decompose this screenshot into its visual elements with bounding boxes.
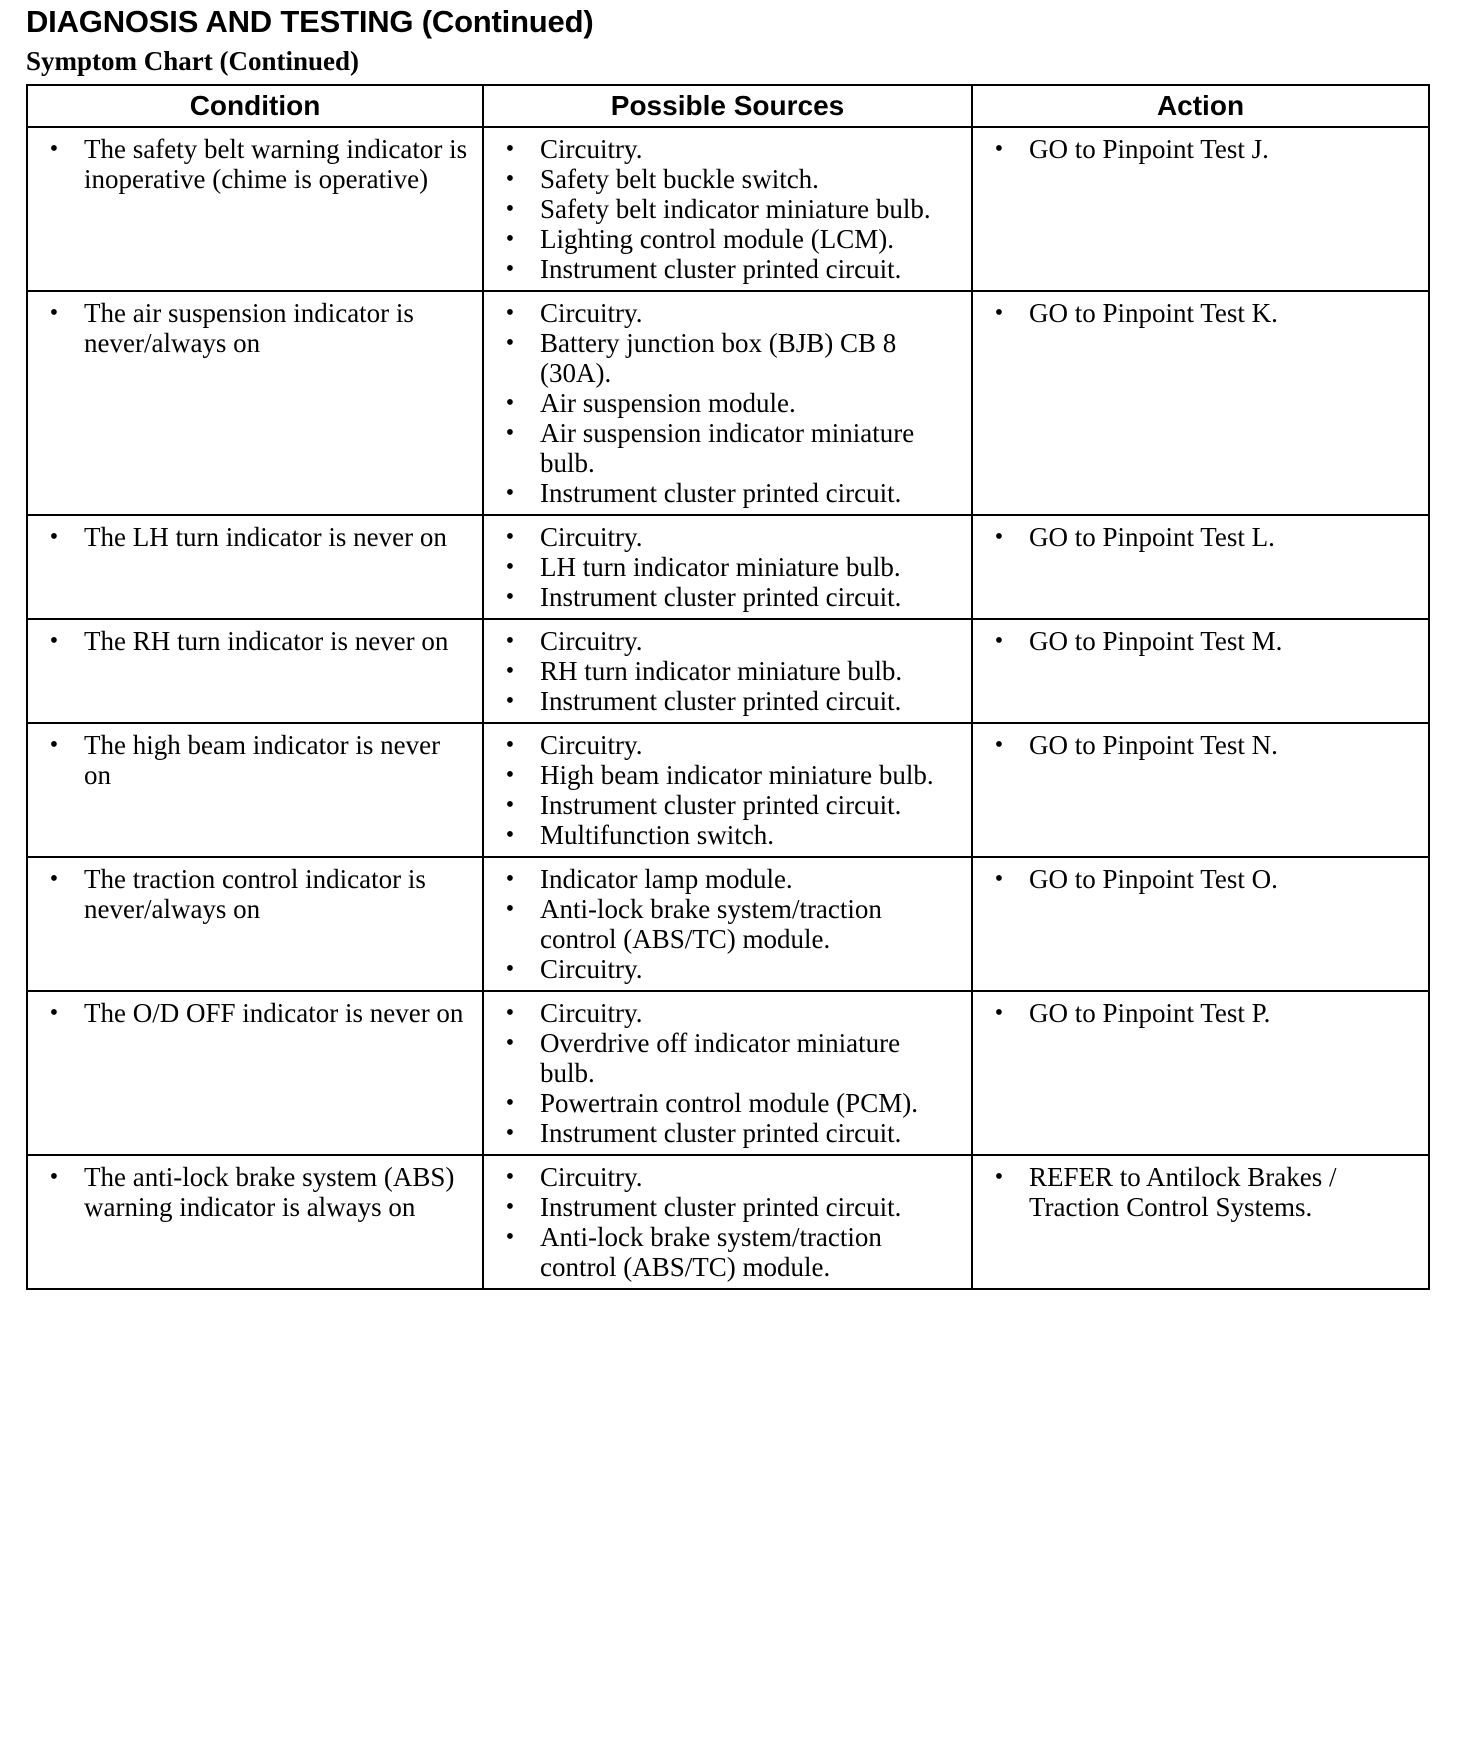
- bullet-icon: •: [994, 732, 1004, 758]
- bullet-icon: •: [505, 1164, 515, 1190]
- source-item-text: Safety belt indicator miniature bulb.: [540, 194, 931, 224]
- condition-cell: [27, 515, 483, 619]
- possible-sources-cell: [483, 991, 972, 1155]
- source-item: [500, 254, 961, 284]
- source-item: [500, 194, 961, 224]
- bullet-icon: •: [505, 300, 515, 326]
- source-item: [500, 1192, 961, 1222]
- condition-item: [44, 298, 472, 358]
- source-item-text: RH turn indicator miniature bulb.: [540, 656, 903, 686]
- action-item: [989, 626, 1418, 656]
- action-cell: [972, 619, 1429, 723]
- column-header-condition: Condition: [27, 85, 483, 127]
- source-item-text: Overdrive off indicator miniature bulb.: [540, 1028, 901, 1088]
- condition-cell: [27, 723, 483, 857]
- table-header-row: [27, 85, 1429, 127]
- bullet-icon: •: [994, 524, 1004, 550]
- action-item: [989, 998, 1418, 1028]
- source-item-text: Anti-lock brake system/traction control (ABS/TC) module.: [540, 1222, 882, 1282]
- condition-cell: [27, 291, 483, 515]
- table-row: [27, 127, 1429, 291]
- bullet-icon: •: [49, 628, 59, 654]
- action-item: [989, 730, 1418, 760]
- source-item: [500, 656, 961, 686]
- condition-item-text: The safety belt warning indicator is inoperative (chime is operative): [84, 134, 468, 194]
- bullet-icon: •: [505, 896, 515, 922]
- source-item: [500, 298, 961, 328]
- source-item-text: Instrument cluster printed circuit.: [540, 1192, 902, 1222]
- source-item: [500, 582, 961, 612]
- action-item-text: REFER to Antilock Brakes / Traction Control Systems.: [1029, 1162, 1337, 1222]
- action-item: [989, 864, 1418, 894]
- bullet-icon: •: [505, 628, 515, 654]
- bullet-icon: •: [49, 866, 59, 892]
- action-item: [989, 134, 1418, 164]
- source-item-text: Instrument cluster printed circuit.: [540, 790, 902, 820]
- table-body: [27, 127, 1429, 1289]
- source-item: [500, 1088, 961, 1118]
- source-item-text: Instrument cluster printed circuit.: [540, 254, 902, 284]
- bullet-icon: •: [505, 420, 515, 446]
- condition-cell: [27, 1155, 483, 1289]
- action-item-text: GO to Pinpoint Test M.: [1029, 626, 1283, 656]
- condition-item: [44, 134, 472, 194]
- action-cell: [972, 723, 1429, 857]
- table-row: [27, 857, 1429, 991]
- bullet-icon: •: [994, 866, 1004, 892]
- action-item-text: GO to Pinpoint Test N.: [1029, 730, 1278, 760]
- table-row: [27, 515, 1429, 619]
- action-item: [989, 522, 1418, 552]
- condition-item: [44, 626, 472, 656]
- condition-item-text: The high beam indicator is never on: [84, 730, 441, 790]
- bullet-icon: •: [505, 792, 515, 818]
- source-item-text: Indicator lamp module.: [540, 864, 793, 894]
- action-cell: [972, 857, 1429, 991]
- condition-cell: [27, 991, 483, 1155]
- bullet-icon: •: [994, 1000, 1004, 1026]
- action-item: [989, 1162, 1418, 1222]
- bullet-icon: •: [505, 584, 515, 610]
- bullet-icon: •: [505, 866, 515, 892]
- condition-item-text: The anti-lock brake system (ABS) warning indicator is always on: [84, 1162, 455, 1222]
- bullet-icon: •: [505, 1224, 515, 1250]
- table-row: [27, 291, 1429, 515]
- condition-item: [44, 1162, 472, 1222]
- source-item-text: Circuitry.: [540, 730, 643, 760]
- condition-cell: [27, 127, 483, 291]
- source-item-text: Multifunction switch.: [540, 820, 774, 850]
- bullet-icon: •: [505, 136, 515, 162]
- source-item: [500, 1028, 961, 1088]
- source-item: [500, 626, 961, 656]
- source-item: [500, 820, 961, 850]
- source-item-text: High beam indicator miniature bulb.: [540, 760, 934, 790]
- bullet-icon: •: [49, 732, 59, 758]
- source-item-text: Circuitry.: [540, 298, 643, 328]
- source-item: [500, 478, 961, 508]
- source-item: [500, 1222, 961, 1282]
- bullet-icon: •: [49, 136, 59, 162]
- source-item-text: Air suspension module.: [540, 388, 796, 418]
- source-item: [500, 164, 961, 194]
- condition-item-text: The RH turn indicator is never on: [84, 626, 449, 656]
- condition-item: [44, 998, 472, 1028]
- condition-item-text: The O/D OFF indicator is never on: [84, 998, 464, 1028]
- bullet-icon: •: [505, 1030, 515, 1056]
- bullet-icon: •: [505, 732, 515, 758]
- action-item-text: GO to Pinpoint Test O.: [1029, 864, 1278, 894]
- source-item: [500, 522, 961, 552]
- condition-item-text: The LH turn indicator is never on: [84, 522, 447, 552]
- bullet-icon: •: [49, 1000, 59, 1026]
- column-header-action: Action: [972, 85, 1429, 127]
- bullet-icon: •: [505, 688, 515, 714]
- bullet-icon: •: [505, 1120, 515, 1146]
- bullet-icon: •: [505, 524, 515, 550]
- action-cell: [972, 1155, 1429, 1289]
- source-item-text: Instrument cluster printed circuit.: [540, 1118, 902, 1148]
- source-item-text: Circuitry.: [540, 134, 643, 164]
- bullet-icon: •: [505, 226, 515, 252]
- source-item: [500, 760, 961, 790]
- bullet-icon: •: [49, 1164, 59, 1190]
- action-item-text: GO to Pinpoint Test J.: [1029, 134, 1269, 164]
- bullet-icon: •: [505, 256, 515, 282]
- source-item: [500, 686, 961, 716]
- condition-item: [44, 864, 472, 924]
- source-item: [500, 388, 961, 418]
- source-item-text: Circuitry.: [540, 954, 643, 984]
- source-item-text: Instrument cluster printed circuit.: [540, 478, 902, 508]
- page-subtitle: Symptom Chart (Continued): [26, 46, 360, 76]
- bullet-icon: •: [505, 196, 515, 222]
- source-item: [500, 1118, 961, 1148]
- bullet-icon: •: [505, 166, 515, 192]
- action-item-text: GO to Pinpoint Test K.: [1029, 298, 1278, 328]
- table-row: [27, 619, 1429, 723]
- bullet-icon: •: [505, 658, 515, 684]
- bullet-icon: •: [994, 628, 1004, 654]
- action-item-text: GO to Pinpoint Test L.: [1029, 522, 1275, 552]
- condition-item: [44, 730, 472, 790]
- bullet-icon: •: [49, 524, 59, 550]
- table-row: [27, 723, 1429, 857]
- source-item-text: Circuitry.: [540, 522, 643, 552]
- source-item: [500, 954, 961, 984]
- condition-item-text: The traction control indicator is never/always on: [84, 864, 426, 924]
- source-item-text: Instrument cluster printed circuit.: [540, 686, 902, 716]
- bullet-icon: •: [505, 762, 515, 788]
- action-cell: [972, 127, 1429, 291]
- action-cell: [972, 291, 1429, 515]
- page-title: DIAGNOSIS AND TESTING (Continued): [26, 4, 594, 39]
- bullet-icon: •: [994, 1164, 1004, 1190]
- bullet-icon: •: [505, 1000, 515, 1026]
- table-row: [27, 1155, 1429, 1289]
- column-header-possible-sources: Possible Sources: [483, 85, 972, 127]
- source-item: [500, 224, 961, 254]
- source-item-text: LH turn indicator miniature bulb.: [540, 552, 901, 582]
- source-item-text: Anti-lock brake system/traction control (ABS/TC) module.: [540, 894, 882, 954]
- source-item: [500, 552, 961, 582]
- bullet-icon: •: [49, 300, 59, 326]
- source-item: [500, 998, 961, 1028]
- bullet-icon: •: [505, 956, 515, 982]
- action-item: [989, 298, 1418, 328]
- condition-item-text: The air suspension indicator is never/always on: [84, 298, 414, 358]
- source-item: [500, 730, 961, 760]
- condition-cell: [27, 857, 483, 991]
- bullet-icon: •: [505, 330, 515, 356]
- possible-sources-cell: [483, 619, 972, 723]
- source-item: [500, 894, 961, 954]
- possible-sources-cell: [483, 515, 972, 619]
- possible-sources-cell: [483, 127, 972, 291]
- possible-sources-cell: [483, 1155, 972, 1289]
- table-row: [27, 991, 1429, 1155]
- source-item-text: Circuitry.: [540, 1162, 643, 1192]
- possible-sources-cell: [483, 723, 972, 857]
- possible-sources-cell: [483, 291, 972, 515]
- action-item-text: GO to Pinpoint Test P.: [1029, 998, 1271, 1028]
- action-cell: [972, 991, 1429, 1155]
- source-item-text: Instrument cluster printed circuit.: [540, 582, 902, 612]
- source-item: [500, 328, 961, 388]
- source-item-text: Safety belt buckle switch.: [540, 164, 819, 194]
- bullet-icon: •: [994, 136, 1004, 162]
- condition-item: [44, 522, 472, 552]
- possible-sources-cell: [483, 857, 972, 991]
- bullet-icon: •: [505, 390, 515, 416]
- document-page: [26, 4, 1436, 1290]
- source-item: [500, 418, 961, 478]
- source-item-text: Air suspension indicator miniature bulb.: [540, 418, 915, 478]
- source-item: [500, 864, 961, 894]
- action-cell: [972, 515, 1429, 619]
- bullet-icon: •: [505, 554, 515, 580]
- source-item-text: Circuitry.: [540, 998, 643, 1028]
- source-item: [500, 1162, 961, 1192]
- bullet-icon: •: [505, 480, 515, 506]
- bullet-icon: •: [505, 822, 515, 848]
- bullet-icon: •: [505, 1194, 515, 1220]
- symptom-chart-table: [26, 84, 1430, 1290]
- source-item-text: Powertrain control module (PCM).: [540, 1088, 918, 1118]
- condition-cell: [27, 619, 483, 723]
- source-item-text: Battery junction box (BJB) CB 8 (30A).: [540, 328, 897, 388]
- bullet-icon: •: [994, 300, 1004, 326]
- source-item: [500, 790, 961, 820]
- bullet-icon: •: [505, 1090, 515, 1116]
- source-item-text: Circuitry.: [540, 626, 643, 656]
- source-item: [500, 134, 961, 164]
- source-item-text: Lighting control module (LCM).: [540, 224, 894, 254]
